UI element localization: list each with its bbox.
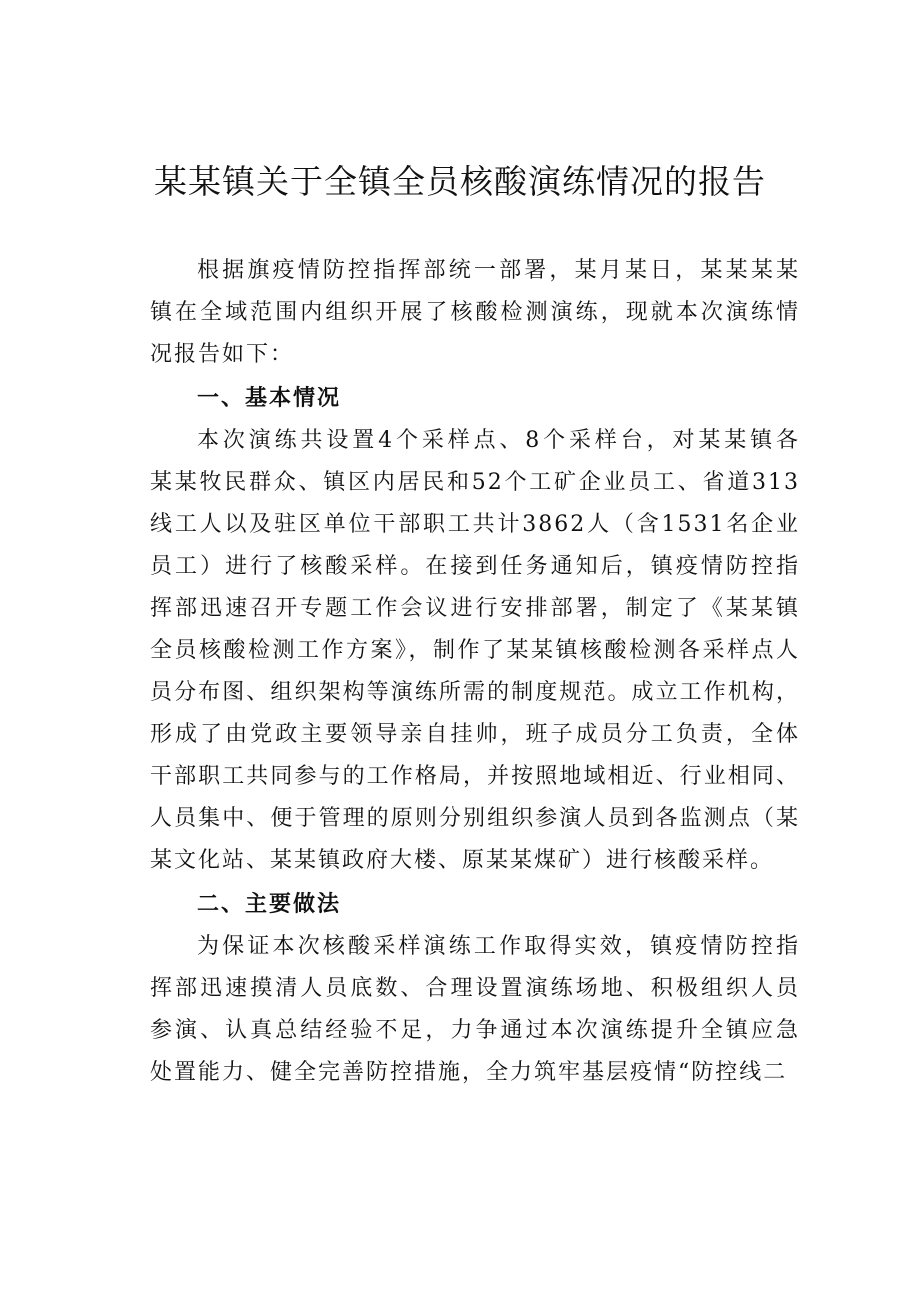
- section-paragraph-basic-situation: 本次演练共设置4个采样点、8个采样台，对某某镇各 某某牧民群众、镇区内居民和52个工矿企业员工、省道313 线工人以及驻区单位干部职工共计3862人（含1531名企业 员工）进行了核酸采样。在接到任务通知后，镇疫情防控指 挥部迅速召开专题工作会议进行安排部署，制定了《某某镇 全员核酸检测工作方案》，制作了某某镇核酸检测各采样点人 员分布图、组织架构等演练所需的制度规范。成立工作机构， 形成了由党政主要领导亲自挂帅，班子成员分工负责，全体 干部职工共同参与的工作格局，并按照地域相近、行业相同、 人员集中、便于管理的原则分别组织参演人员到各监测点（某 某文化站、某某镇政府大楼、原某某煤矿）进行核酸采样。: [150, 428, 833, 873]
- intro-paragraph: 根据旗疫情防控指挥部统一部署，某月某日，某某某某 镇在全域范围内组织开展了核酸检测演练，现就本次演练情 况报告如下：: [150, 258, 800, 367]
- section-paragraph-main-practices: 为保证本次核酸采样演练工作取得实效，镇疫情防控指 挥部迅速摸清人员底数、合理设置演练场地、积极组织人员 参演、认真总结经验不足，力争通过本次演练提升全镇应急 处置能力、健全完善防控措施，全力筑牢基层疫情“防控线二: [150, 934, 800, 1085]
- document-body: [150, 250, 833, 1094]
- document-title: 某某镇关于全镇全员核酸演练情况的报告: [154, 162, 766, 201]
- section-heading-basic-situation: 一、基本情况: [197, 386, 342, 411]
- section-heading-main-practices: 二、主要做法: [197, 892, 342, 917]
